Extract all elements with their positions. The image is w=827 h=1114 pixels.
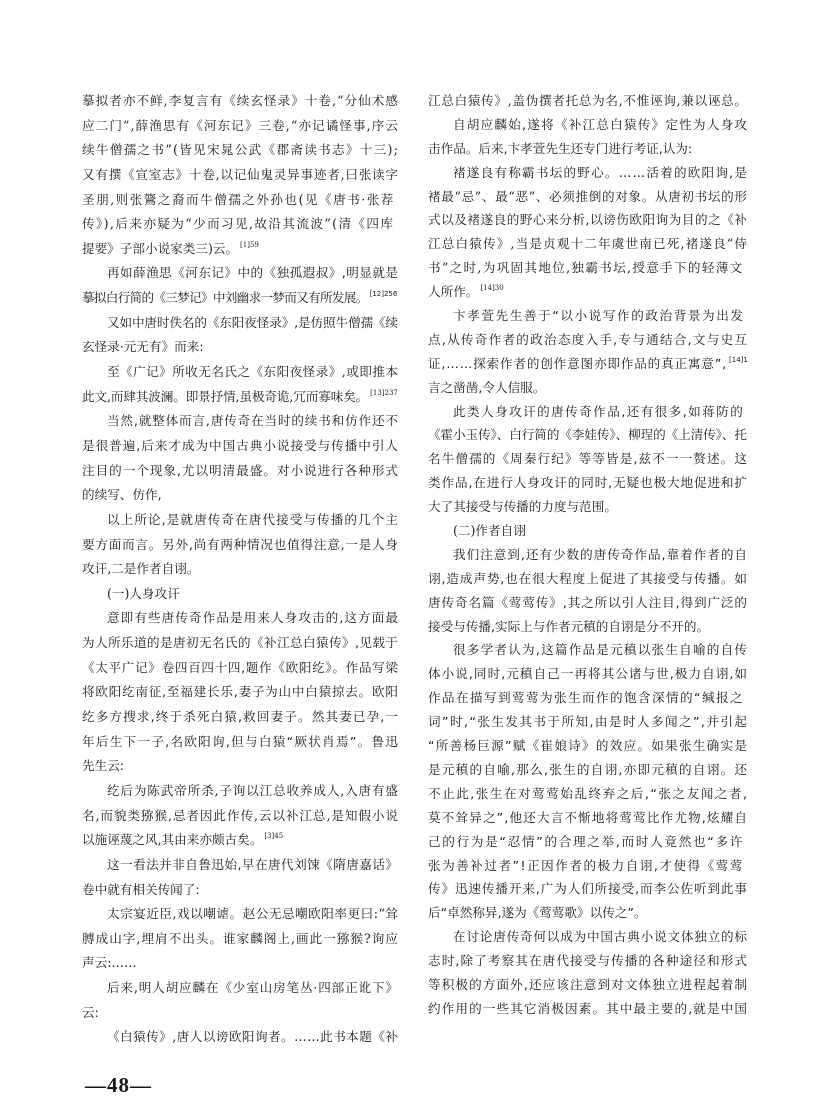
line-text: 太宗宴近臣,戏以嘲谑。赵公无忌嘲欧阳率更曰:“耸 (107, 906, 399, 922)
text-line (428, 232, 748, 256)
text-line (82, 606, 399, 631)
page-number: —48— (85, 1073, 152, 1097)
text-line (428, 423, 748, 447)
line-text: 攻讦,二是作者自诩。 (82, 561, 200, 577)
line-text: 又如中唐时佚名的《东阳夜怪录》,是仿照牛僧孺《续 (107, 314, 398, 330)
line-text: 提要》子部小说家类三)云。 (82, 240, 239, 256)
line-text: 大了其接受与传播的力度与范围。 (428, 499, 617, 515)
line-text: 式以及褚遂良的野心来分析,以谤伤欧阳询为目的之《补 (428, 212, 748, 228)
line-text: 声云:…… (82, 955, 137, 971)
line-text: 先生云: (82, 758, 125, 774)
text-line (428, 830, 748, 854)
line-text: 卞孝萱先生善于“以小说写作的政治背景为出发 (453, 308, 745, 324)
text-line (428, 997, 748, 1021)
text-line (82, 557, 399, 582)
line-text: 不止此,张生在对莺莺始乱终弃之后,“张之友闻之者, (428, 785, 749, 801)
line-text: 后“卓然称异,遂为《莺莺歌》以传之”。 (428, 905, 647, 921)
line-text: 再如薛渔思《河东记》中的《独孤遐叔》,明显就是 (107, 265, 399, 281)
text-line (428, 662, 748, 686)
line-text: 纥多方搜求,终于杀死白猿,救回妻子。然其妻已孕,一 (82, 709, 400, 725)
line-text: 志时,除了考察其在唐代接受与传播的各种途径和形式 (428, 953, 749, 969)
line-text: 名牛僧孺的《周秦行纪》等等皆是,兹不一一赘述。这 (428, 451, 749, 467)
line-text: 人所作。 (428, 284, 479, 300)
line-text: 纥后为陈武帝所杀,子询以江总收养成人,入唐有盛 (107, 782, 399, 798)
text-line (428, 949, 748, 973)
citation-ref: [12]256 (369, 290, 398, 299)
text-line (82, 976, 399, 1001)
text-line (428, 686, 748, 710)
text-line (82, 409, 399, 434)
line-text: 在讨论唐传奇何以成为中国古典小说文体独立的标 (453, 929, 748, 945)
line-text: 膊成山字,埋肩不出头。谁家麟阁上,画此一猕猴?询应 (82, 930, 399, 946)
text-line (82, 754, 399, 779)
line-text: 要方面而言。另外,尚有两种情况也值得注意,一是人身 (82, 536, 399, 552)
line-text: 证,……探索作者的创作意图亦即作品的真正寓意”, (428, 355, 728, 371)
citation-ref: [1]59 (240, 240, 259, 249)
citation-ref: [14]1 (729, 355, 748, 364)
text-line (82, 779, 399, 804)
line-text: “所善杨巨源”赋《崔娘诗》的效应。如果张生确实是 (428, 738, 749, 754)
line-text: 是很普遍,后来才成为中国古典小说接受与传播中引人 (82, 437, 399, 453)
text-line (82, 1001, 399, 1026)
text-line (428, 806, 748, 830)
text-line (428, 877, 748, 901)
line-text: 褚最“忌”、最“恶”、必须推倒的对象。从唐初书坛的形 (428, 188, 748, 204)
text-line (428, 901, 748, 925)
text-line (82, 237, 399, 262)
line-text: 张为善补过者”!正因作者的极力自诩,才使得《莺莺 (428, 857, 744, 873)
citation-ref: [13]237 (370, 388, 398, 397)
text-line (428, 113, 748, 137)
line-text: 当然,就整体而言,唐传奇在当时的续书和仿作还不 (107, 413, 399, 429)
line-text: 以上所论,是就唐传奇在唐代接受与传播的几个主 (107, 511, 400, 527)
text-line (428, 925, 748, 949)
text-line (428, 304, 748, 328)
text-line (428, 185, 748, 209)
text-line (82, 335, 399, 360)
line-text: 我们注意到,还有少数的唐传奇作品,靠着作者的自 (453, 546, 748, 562)
line-text: 这一看法并非自鲁迅始,早在唐代刘𫗧《隋唐嘉话》 (107, 856, 399, 872)
line-text: (一)人身攻讦 (107, 585, 180, 601)
line-text: 约作用的一些其它消极因素。其中最主要的,就是中国 (428, 1000, 749, 1016)
line-text: 又有撰《宣室志》十卷,以记仙鬼灵异事迹者,曰张读字 (82, 166, 399, 182)
text-line (82, 508, 399, 533)
text-line (428, 89, 748, 113)
text-line (82, 286, 399, 311)
text-line (82, 434, 399, 459)
line-text: 将欧阳纥南征,至福建长乐,妻子为山中白猿掠去。欧阳 (82, 684, 399, 700)
line-text: 注目的一个现象,尤以明清最盛。对小说进行各种形式 (82, 462, 399, 478)
line-text: 名,而貌类猕猴,忌者因此作传,云以补江总,是知假小说 (82, 807, 399, 823)
text-line (428, 280, 748, 304)
line-text: (二)作者自诩 (453, 523, 526, 539)
text-line (428, 782, 748, 806)
citation-ref: [14]30 (480, 284, 504, 293)
line-text: 此文,而肆其波澜。即景抒情,虽极奇诡,冗而寡味矣。 (82, 388, 369, 404)
line-text: 江总白猿传》,盖伪撰者托总为名,不惟诬询,兼以诬总。 (428, 93, 748, 108)
line-text: 圣朋,则张鷟之裔而牛僧孺之外孙也(见《唐书·张荐 (82, 191, 395, 207)
line-text: 很多学者认为,这篇作品是元稹以张生自喻的自传 (453, 642, 749, 658)
text-line (82, 212, 399, 237)
line-text: 等积极的方面外,还应该注意到对文体独立进程起着制 (428, 976, 749, 992)
line-text: 传》迅速传播开来,广为人们所接受,而李公佐听到此事 (428, 881, 748, 897)
text-line (428, 137, 748, 161)
text-line (428, 567, 748, 591)
line-text: 至《广记》所收无名氏之《东阳夜怪录》,或即推本 (107, 364, 399, 380)
text-line (428, 638, 748, 662)
text-line (82, 656, 399, 681)
line-text: 唐传奇名篇《莺莺传》,其之所以引人注目,得到广泛的 (428, 594, 748, 610)
line-text: 《白猿传》,唐人以谤欧阳询者。……此书本题《补 (107, 1029, 399, 1045)
line-text: 江总白猿传》,当是贞观十二年虞世南已死,褚遂良“侍 (428, 236, 749, 252)
text-line (428, 495, 748, 519)
text-line (82, 680, 399, 705)
text-line (82, 878, 399, 903)
text-line (428, 328, 748, 352)
text-line (428, 208, 748, 232)
text-line (82, 385, 399, 410)
line-text: 意即有些唐传奇作品是用来人身攻击的,这方面最 (107, 610, 400, 626)
line-text: 词”时,“张生发其书于所知,由是时人多闻之”,并引起 (428, 714, 749, 730)
line-text: 莫不耸异之”,他还大言不惭地将莺莺比作尤物,炫耀自 (428, 809, 749, 825)
text-line (82, 730, 399, 755)
text-line (82, 533, 399, 558)
line-text: 接受与传播,实际上与作者元稹的自诩是分不开的。 (428, 618, 710, 634)
line-text: 以施诬蔑之风,其由来亦颇古矣。 (82, 832, 263, 848)
line-text: 年后生下一子,名欧阳询,但与白猿“厥状肖焉”。鲁迅 (82, 733, 400, 749)
line-text: 言之凿凿,令人信服。 (428, 379, 546, 395)
text-line (82, 828, 399, 853)
text-line (428, 543, 748, 567)
text-line (82, 902, 399, 927)
line-text: 的续写、仿作, (82, 487, 162, 503)
line-text: 体小说,同时,元稹自己一再将其公诸与世,极力自诩,如 (428, 666, 749, 682)
text-line (428, 854, 748, 878)
text-line (82, 631, 399, 656)
line-text: 己的行为是“忍情”的合理之举,而时人竟然也“多许 (428, 833, 745, 849)
text-line (428, 352, 748, 376)
text-line (82, 1025, 399, 1050)
line-text: 此类人身攻讦的唐传奇作品,还有很多,如蒋防的 (453, 403, 745, 419)
text-line (428, 471, 748, 495)
section-heading (82, 582, 399, 607)
line-text: 传》),后来亦疑为“少而习见,故沿其流波”(清《四库 (82, 216, 395, 232)
text-line (428, 591, 748, 615)
text-line (428, 256, 748, 280)
text-line (82, 311, 399, 336)
left-text-column (82, 89, 399, 1050)
line-text: 为人所乐道的是唐初无名氏的《补江总白猿传》,见载于 (82, 635, 399, 651)
line-text: 自胡应麟始,遂将《补江总白猿传》定性为人身攻 (453, 116, 749, 132)
text-line (82, 261, 399, 286)
text-line (428, 400, 748, 424)
text-line (82, 705, 399, 730)
right-text-column (428, 89, 748, 1021)
text-line (82, 927, 399, 952)
line-text: 类作品,在进行人身攻讦的同时,无疑也极大地促进和扩 (428, 475, 748, 491)
text-line (428, 710, 748, 734)
text-line (82, 163, 399, 188)
line-text: 作品在描写到莺莺为张生而作的饱含深情的“缄报之 (428, 690, 744, 706)
line-text: 点,从传奇作者的政治态度入手,专与通结合,文与史互 (428, 331, 749, 347)
text-line (82, 114, 399, 139)
text-line (82, 138, 399, 163)
text-line (82, 89, 399, 114)
text-line (82, 188, 399, 213)
text-line (428, 447, 748, 471)
text-line (82, 951, 399, 976)
line-text: 褚遂良有称霸书坛的野心。……活着的欧阳询,是 (453, 164, 749, 180)
text-line (82, 360, 399, 385)
line-text: 后来,明人胡应麟在《少室山房笔丛·四部正讹下》 (107, 980, 399, 996)
line-text: 应二门”,薛渔思有《河东记》三卷,“亦记谲怪事,序云 (82, 117, 400, 133)
line-text: 续牛僧孺之书”(皆见宋晁公武《郡斋读书志》十三); (82, 142, 400, 158)
line-text: 摹拟白行简的《三梦记》中刘幽求一梦而又有所发展。 (82, 290, 368, 306)
line-text: 是元稹的自喻,那么,张生的自诩,亦即元稹的自诩。还 (428, 761, 749, 777)
line-text: 卷中就有相关传闻了: (82, 881, 200, 897)
text-line (82, 853, 399, 878)
text-line (428, 376, 748, 400)
line-text: 《太平广记》卷四百四十四,题作《欧阳纥》。作品写梁 (82, 659, 399, 675)
citation-ref: [3]45 (264, 832, 284, 841)
line-text: 摹拟者亦不鲜,李复言有《续玄怪录》十卷,“分仙术感 (82, 93, 400, 108)
text-line (428, 615, 748, 639)
text-line (428, 973, 748, 997)
line-text: 击作品。后来,卞孝萱先生还专门进行考证,认为: (428, 140, 693, 156)
line-text: 《霍小玉传》、白行简的《李娃传》、柳珵的《上清传》、托 (428, 427, 747, 443)
line-text: 云: (82, 1004, 99, 1020)
section-heading (428, 519, 748, 543)
text-line (428, 734, 748, 758)
text-line (82, 459, 399, 484)
line-text: 诩,造成声势,也在很大程度上促进了其接受与传播。如 (428, 570, 748, 586)
line-text: 书”之时,为巩固其地位,独霸书坛,授意手下的轻薄文 (428, 260, 744, 276)
text-line (428, 758, 748, 782)
text-line (82, 804, 399, 829)
text-line (82, 483, 399, 508)
line-text: 玄怪录·元无有》而来: (82, 339, 204, 355)
text-line (428, 161, 748, 185)
